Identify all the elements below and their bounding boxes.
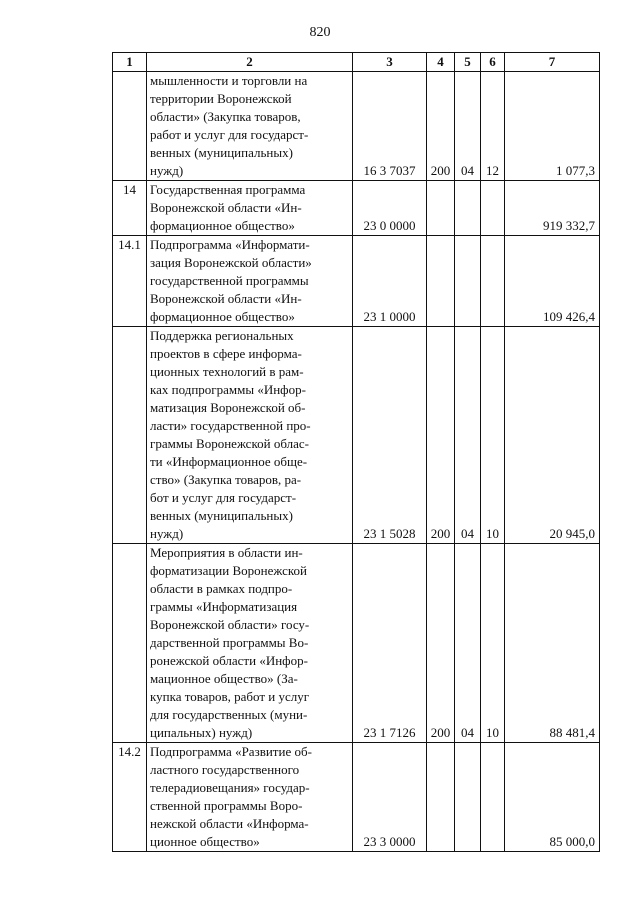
row-amount: 109 426,4 — [505, 236, 600, 327]
header-col-1: 1 — [113, 53, 147, 72]
page-number: 820 — [309, 25, 331, 40]
header-row — [113, 53, 600, 72]
row-name: Подпрограмма «Развитие об- ластного государственного телерадиовещания» государ- ственной программы Воро- нежской области «Информа- ционное общество» — [147, 743, 353, 852]
row-col-5 — [455, 743, 481, 852]
row-col-6 — [481, 181, 505, 236]
row-amount: 1 077,3 — [505, 72, 600, 181]
row-name: Поддержка региональных проектов в сфере информа- ционных технологий в рам- ках подпрограммы «Инфор- матизация Воронежской об- ласти» государственной про- граммы Воронежской облас- ти «Информационное обще- ство» (Закупка товаров, ра- бот и услуг для государст- венных (муниципальных) нужд) — [147, 327, 353, 544]
header-col-3: 3 — [353, 53, 427, 72]
header-col-4: 4 — [427, 53, 455, 72]
row-col-5 — [455, 236, 481, 327]
row-code: 16 3 7037 — [353, 72, 427, 181]
row-amount: 20 945,0 — [505, 327, 600, 544]
row-number: 14.2 — [113, 743, 147, 852]
row-col-4 — [427, 236, 455, 327]
row-number — [113, 327, 147, 544]
header-col-5: 5 — [455, 53, 481, 72]
table-row — [113, 72, 600, 181]
row-col-4: 200 — [427, 72, 455, 181]
row-code: 23 1 5028 — [353, 327, 427, 544]
row-col-4: 200 — [427, 544, 455, 743]
row-col-4 — [427, 181, 455, 236]
row-col-6: 10 — [481, 544, 505, 743]
row-code: 23 3 0000 — [353, 743, 427, 852]
table-row — [113, 327, 600, 544]
row-number: 14.1 — [113, 236, 147, 327]
row-col-6 — [481, 236, 505, 327]
row-col-5: 04 — [455, 327, 481, 544]
row-number: 14 — [113, 181, 147, 236]
row-amount: 85 000,0 — [505, 743, 600, 852]
row-amount: 919 332,7 — [505, 181, 600, 236]
header-col-7: 7 — [505, 53, 600, 72]
row-col-6: 10 — [481, 327, 505, 544]
row-col-5: 04 — [455, 72, 481, 181]
row-col-6 — [481, 743, 505, 852]
header-col-6: 6 — [481, 53, 505, 72]
row-name: мышленности и торговли на территории Воронежской области» (Закупка товаров, работ и услуг для государст- венных (муниципальных) нужд) — [147, 72, 353, 181]
row-number — [113, 544, 147, 743]
table-row — [113, 743, 600, 852]
table-row — [113, 181, 600, 236]
header-col-2: 2 — [147, 53, 353, 72]
row-col-5: 04 — [455, 544, 481, 743]
table-row — [113, 236, 600, 327]
row-col-5 — [455, 181, 481, 236]
row-amount: 88 481,4 — [505, 544, 600, 743]
row-col-4: 200 — [427, 327, 455, 544]
budget-table — [112, 52, 600, 852]
row-code: 23 0 0000 — [353, 181, 427, 236]
table-row — [113, 544, 600, 743]
row-name: Мероприятия в области ин- форматизации Воронежской области в рамках подпро- граммы «Информатизация Воронежской области» госу- дарственной программы Во- ронежской области «Инфор- мационное общество» (За- купка товаров, работ и услуг для государственных (муни- ципальных) нужд) — [147, 544, 353, 743]
row-col-4 — [427, 743, 455, 852]
row-name: Государственная программа Воронежской области «Ин- формационное общество» — [147, 181, 353, 236]
row-code: 23 1 7126 — [353, 544, 427, 743]
row-name: Подпрограмма «Информати- зация Воронежской области» государственной программы Воронежской области «Ин- формационное общество» — [147, 236, 353, 327]
row-code: 23 1 0000 — [353, 236, 427, 327]
row-col-6: 12 — [481, 72, 505, 181]
row-number — [113, 72, 147, 181]
